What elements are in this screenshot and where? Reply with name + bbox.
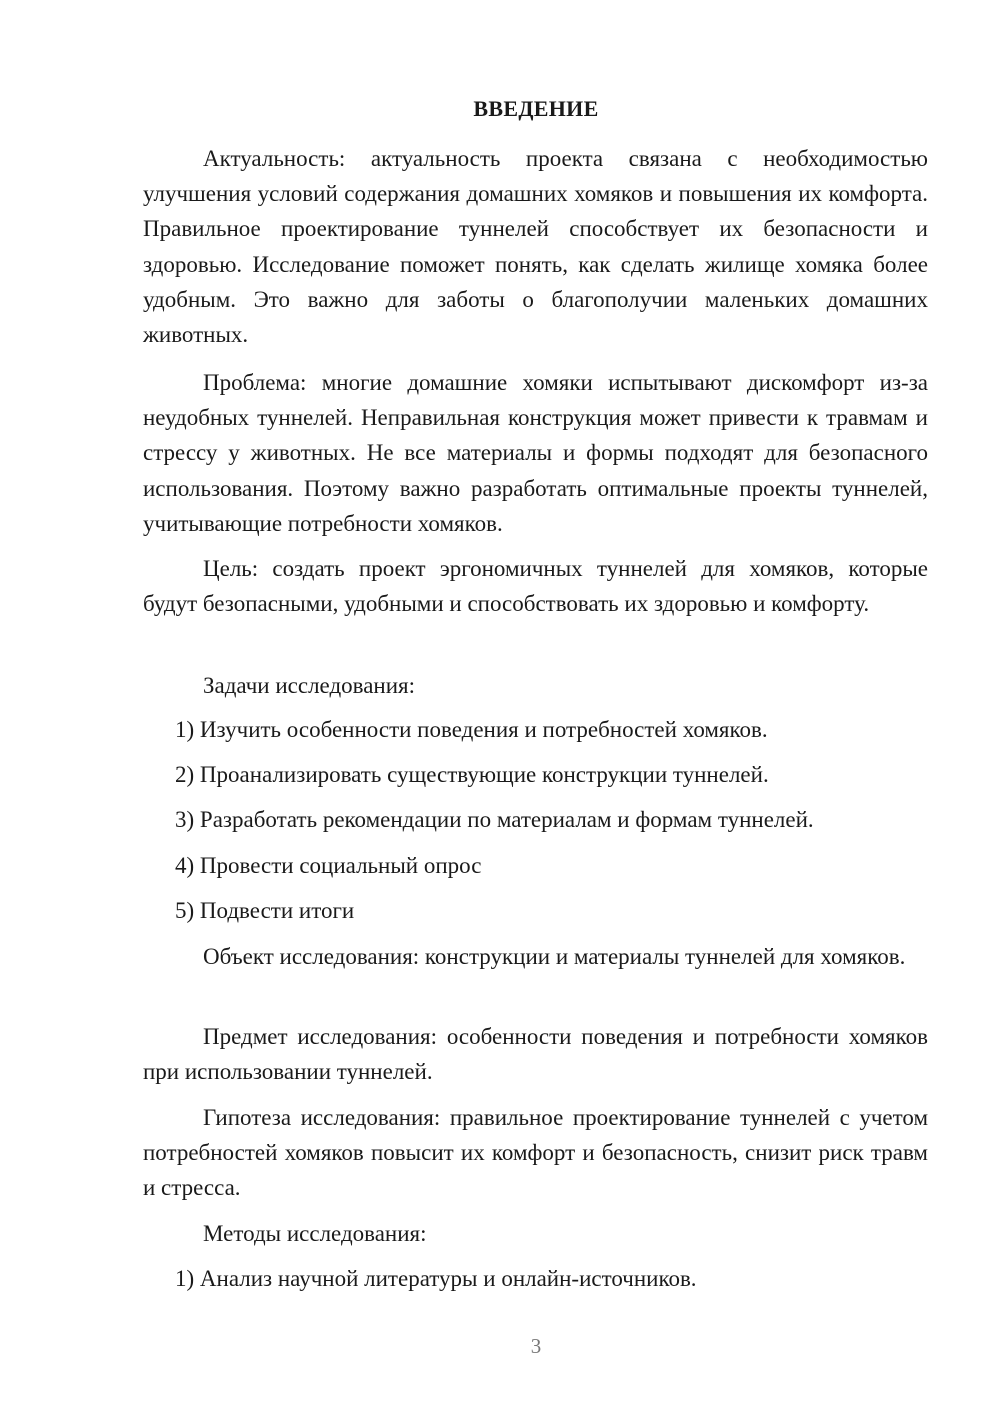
goal-paragraph: Цель: создать проект эргономичных туннелей для хомяков, которые будут безопасными, удобными и способствовать их здоровью и комфорту.: [143, 556, 928, 617]
task-item: 4) Провести социальный опрос: [175, 853, 482, 878]
hypothesis-paragraph: Гипотеза исследования: правильное проектирование туннелей с учетом потребностей хомяков повысит их комфорт и безопасность, снизит риск травм и стресса.: [143, 1105, 928, 1201]
task-item: 2) Проанализировать существующие конструкции туннелей.: [175, 762, 769, 787]
section-title: ВВЕДЕНИЕ: [473, 96, 599, 121]
method-item: 1) Анализ научной литературы и онлайн-источников.: [175, 1266, 697, 1291]
page-number: 3: [530, 1334, 542, 1358]
tasks-heading: Задачи исследования:: [203, 673, 416, 698]
task-item: 3) Разработать рекомендации по материалам и формам туннелей.: [175, 807, 814, 832]
problem-paragraph: Проблема: многие домашние хомяки испытывают дискомфорт из-за неудобных туннелей. Неправильная конструкция может привести к травмам и стрессу у животных. Не все материалы и формы подходят для безопасного использования. Поэтому важно разработать оптимальные проекты туннелей, учитывающие потребности хомяков.: [143, 370, 928, 536]
methods-heading: Методы исследования:: [203, 1221, 427, 1246]
relevance-paragraph: Актуальность: актуальность проекта связана с необходимостью улучшения условий содержания домашних хомяков и повышения их комфорта. Правильное проектирование туннелей способствует их безопасности и здоровью. Исследование поможет понять, как сделать жилище хомяка более удобным. Это важно для заботы о благополучии маленьких домашних животных.: [143, 146, 928, 348]
task-item: 5) Подвести итоги: [175, 898, 355, 923]
task-item: 1) Изучить особенности поведения и потребностей хомяков.: [175, 717, 768, 742]
object-paragraph: Объект исследования: конструкции и материалы туннелей для хомяков.: [203, 944, 906, 969]
subject-paragraph: Предмет исследования: особенности поведения и потребности хомяков при использовании туннелей.: [143, 1024, 928, 1085]
